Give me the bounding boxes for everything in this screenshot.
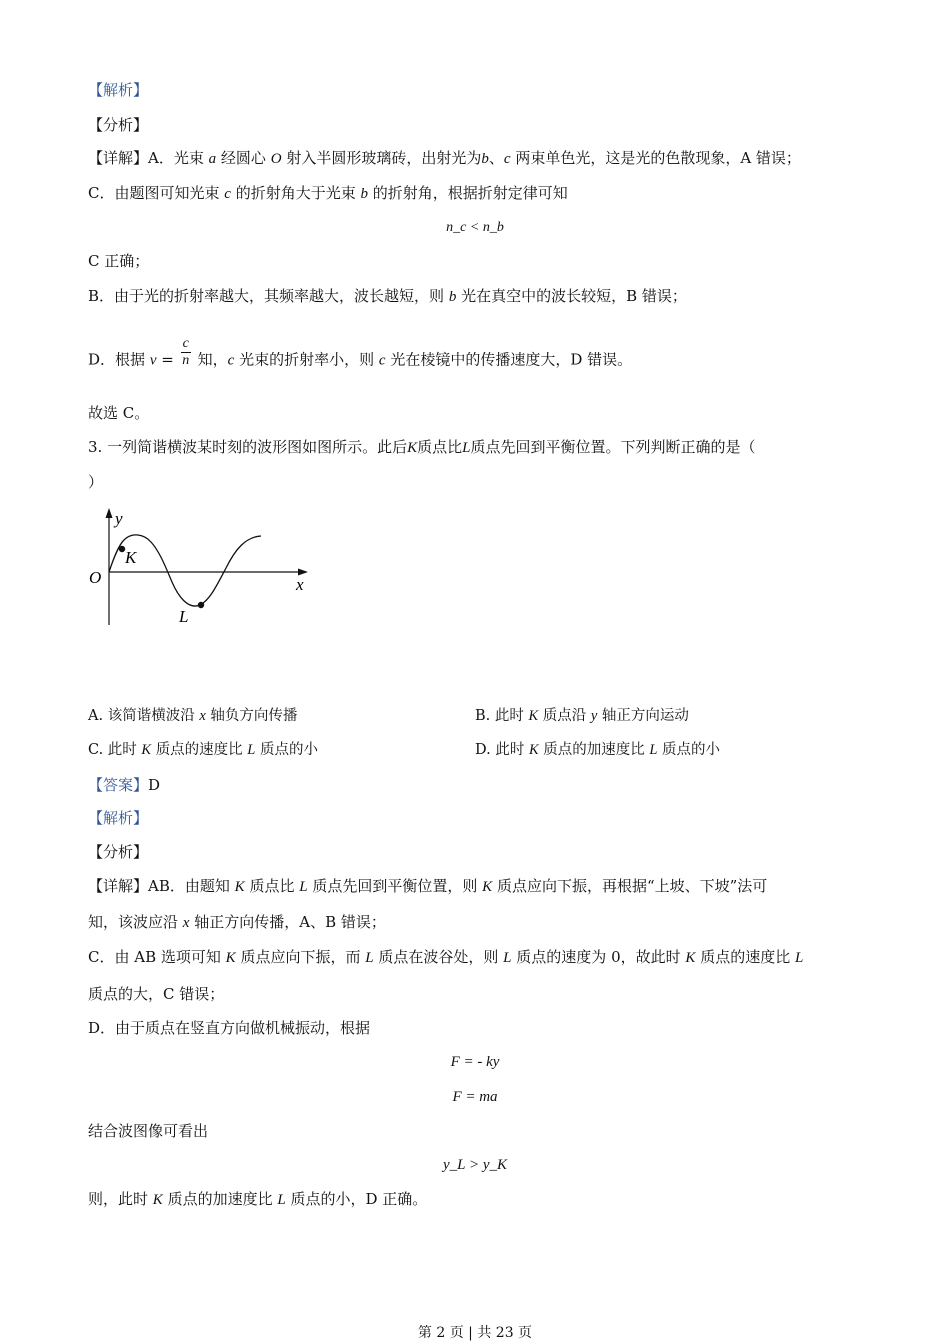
- detail-c-line: [88, 183, 568, 204]
- text: 质点应向下振，而: [240, 948, 361, 966]
- var-k: K: [685, 950, 696, 966]
- answer-line: [88, 775, 160, 795]
- option-a[interactable]: [88, 706, 297, 726]
- var-l: L: [277, 1192, 286, 1208]
- text: 质点的速度比: [700, 948, 791, 966]
- text: 的折射角大于光束: [235, 184, 356, 202]
- conclusion: 故选 C。: [88, 404, 150, 422]
- wave-curve: [109, 535, 261, 606]
- fenxi-tag-2: 【分析】: [88, 843, 149, 861]
- text: 光在真空中的波长较短，B 错误；: [461, 287, 687, 305]
- text: 质点沿: [542, 708, 587, 724]
- text: 经圆心: [220, 149, 266, 167]
- text: 3. 一列简谐横波某时刻的波形图如图所示。此后: [88, 438, 408, 456]
- q3-c-line-2: 质点的大，C 错误；: [88, 985, 225, 1003]
- text: B．由于光的折射率越大，其频率越大，波长越短，则: [88, 287, 445, 305]
- text: 的折射角，根据折射定律可知: [372, 184, 568, 202]
- var-l: L: [299, 879, 308, 895]
- text: 轴负方向传播: [210, 708, 298, 724]
- text: D. 此时: [475, 742, 525, 758]
- text: 质点的小: [259, 742, 318, 758]
- fenxi-tag-1: 【分析】: [88, 116, 149, 134]
- text: C．由题图可知光束: [88, 184, 220, 202]
- point-l: [198, 602, 204, 608]
- text: A. 该简谐横波沿: [88, 708, 195, 724]
- text: B. 此时: [475, 708, 524, 724]
- c-correct: C 正确；: [88, 252, 150, 270]
- answer-tag: 【答案】: [88, 776, 149, 794]
- detail-tag: 【详解】: [88, 149, 149, 167]
- var-b: b: [481, 151, 489, 167]
- text: 则，此时: [88, 1190, 149, 1208]
- var-k: K: [482, 879, 493, 895]
- detail-b-line: [88, 286, 687, 307]
- text: D．根据: [88, 350, 146, 369]
- var-l: L: [462, 440, 471, 456]
- var-b: b: [448, 289, 457, 305]
- option-d[interactable]: [475, 740, 720, 760]
- var-l: L: [795, 950, 804, 966]
- var-o: O: [270, 151, 282, 167]
- q3-d-line: D．由于质点在竖直方向做机械振动，根据: [88, 1019, 371, 1037]
- text: 知，该波应沿: [88, 913, 179, 931]
- text: A．光束: [148, 149, 204, 167]
- option-c[interactable]: [88, 740, 318, 760]
- formula-nc-nb: n_c < n_b: [446, 220, 504, 235]
- origin-label: O: [89, 568, 102, 587]
- text: 质点的小: [662, 742, 721, 758]
- final-line: [88, 1189, 427, 1210]
- text: 质点的速度为 0，故此时: [516, 948, 681, 966]
- q3-stem-end: ）: [88, 473, 104, 491]
- var-k: K: [141, 742, 152, 758]
- formula-f-ma: F = ma: [452, 1089, 498, 1105]
- text: AB．由题知: [148, 877, 230, 895]
- text: 轴正方向运动: [601, 708, 689, 724]
- combine-text: 结合波图像可看出: [88, 1122, 209, 1140]
- jiexi-tag-2: 【解析】: [88, 809, 149, 827]
- var-l: L: [649, 742, 658, 758]
- page-footer: 第 2 页 | 共 23 页: [417, 1325, 533, 1341]
- x-axis-label: x: [296, 575, 304, 594]
- var-c: c: [378, 352, 386, 369]
- text: 质点比: [249, 877, 295, 895]
- text: 、: [488, 149, 504, 167]
- text: C．由 AB 选项可知: [88, 948, 221, 966]
- text: 质点比: [417, 438, 463, 456]
- text: 射入半圆形玻璃砖，出射光为: [286, 149, 482, 167]
- var-l: L: [503, 950, 512, 966]
- var-v: v: [149, 352, 157, 369]
- text: 质点应向下振，再根据“上坡、下坡”法可: [496, 877, 768, 895]
- detail-tag: 【详解】: [88, 877, 149, 895]
- var-c: c: [503, 151, 511, 167]
- option-b[interactable]: [475, 706, 689, 726]
- q3-ab-line-2: [88, 912, 386, 933]
- var-k: K: [528, 708, 539, 724]
- q3-stem: [88, 437, 755, 458]
- text: 质点的加速度比: [543, 742, 645, 758]
- answer-value: D: [148, 776, 161, 794]
- q3-c-line-1: [88, 947, 803, 968]
- text: 光束的折射率小，则: [239, 350, 375, 369]
- formula-yl-yk: y_L > y_K: [442, 1157, 507, 1173]
- text: 质点的加速度比: [167, 1190, 273, 1208]
- q3-ab-line-1: [88, 876, 767, 897]
- text: 轴正方向传播，A、B 错误；: [194, 913, 386, 931]
- var-l: L: [247, 742, 256, 758]
- jiexi-tag-1: 【解析】: [88, 81, 149, 99]
- formula-f-ky: F = - ky: [450, 1054, 500, 1070]
- fraction-numerator: c: [182, 336, 189, 351]
- var-a: a: [208, 151, 217, 167]
- var-k: K: [528, 742, 539, 758]
- text: 质点先回到平衡位置，则: [312, 877, 478, 895]
- l-label: L: [179, 607, 189, 626]
- fraction-denominator: n: [182, 353, 190, 368]
- text: 质点在波谷处，则: [378, 948, 499, 966]
- var-b: b: [360, 186, 369, 202]
- var-c: c: [224, 186, 231, 202]
- var-x: x: [182, 915, 190, 931]
- y-axis-label: y: [115, 509, 123, 528]
- text: 质点的速度比: [155, 742, 243, 758]
- text: 质点的小，D 正确。: [290, 1190, 428, 1208]
- text: 知，: [197, 350, 228, 369]
- var-k: K: [407, 440, 418, 456]
- text: 两束单色光，这是光的色散现象，A 错误；: [515, 149, 801, 167]
- var-k: K: [152, 1192, 163, 1208]
- wave-figure: [80, 500, 330, 640]
- detail-d-line: D．根据 v = $\frac{c}{n}$ 知，c 光束的折射率小，则 c 光在棱镜中的传播速度大，D 错误。: [88, 336, 633, 369]
- text: 光在棱镜中的传播速度大，D 错误。: [390, 350, 633, 369]
- var-c: c: [227, 352, 235, 369]
- detail-a-line: [88, 148, 801, 169]
- var-k: K: [225, 950, 236, 966]
- y-axis-arrow: [106, 508, 113, 518]
- var-y: y: [590, 708, 598, 724]
- text: C. 此时: [88, 742, 137, 758]
- text: 质点先回到平衡位置。下列判断正确的是（: [470, 438, 756, 456]
- var-l: L: [365, 950, 374, 966]
- var-k: K: [234, 879, 245, 895]
- fraction-c-over-n: [181, 336, 191, 369]
- k-label: K: [125, 548, 137, 567]
- var-x: x: [199, 708, 206, 724]
